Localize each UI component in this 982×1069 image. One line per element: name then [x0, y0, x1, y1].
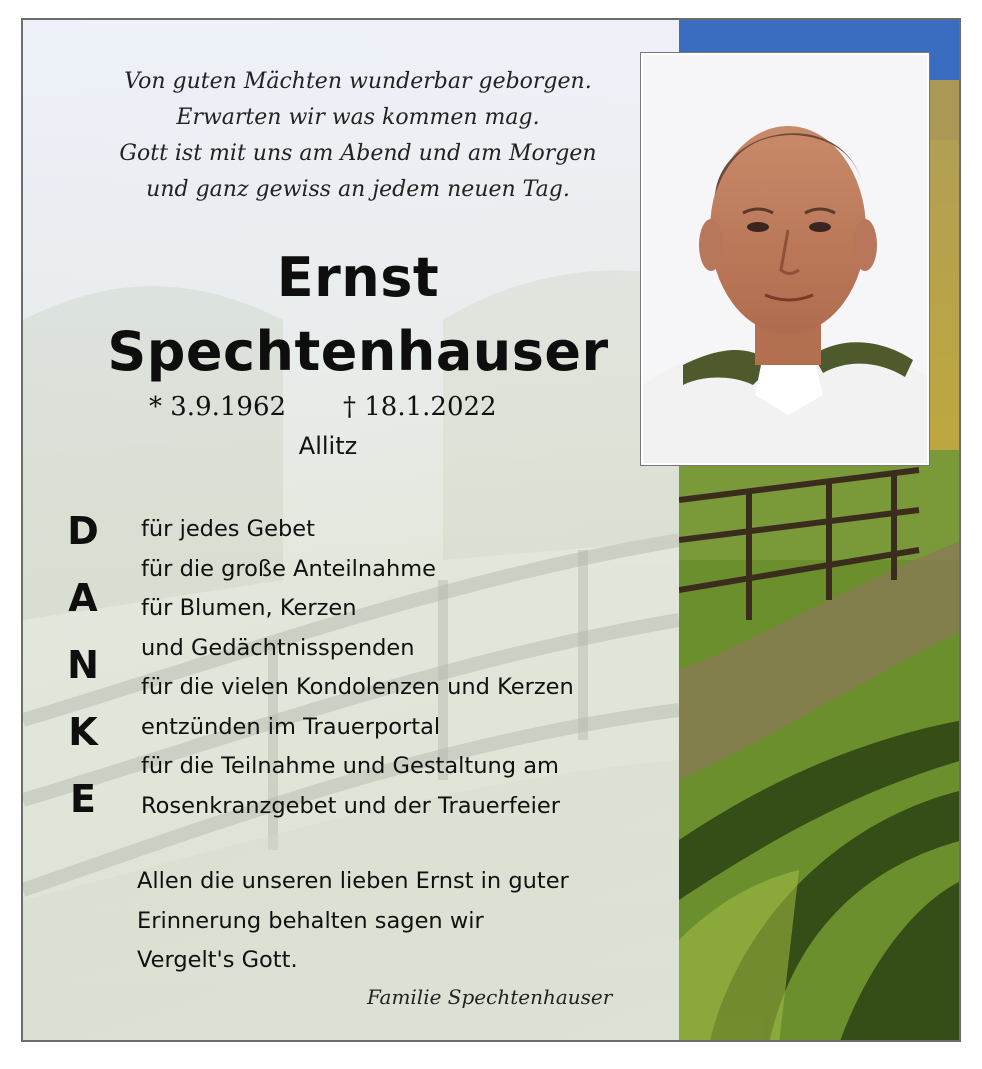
danke-letter: E — [70, 777, 96, 821]
thanks-line: entzünden im Trauerportal — [141, 713, 441, 740]
family-signature: Familie Spechtenhauser — [367, 985, 613, 1009]
closing-line: Vergelt's Gott. — [137, 947, 298, 973]
thanks-list — [141, 510, 574, 826]
poem-line: und ganz gewiss an jedem neuen Tag. — [146, 177, 570, 202]
portrait-photo — [640, 52, 930, 466]
closing-text — [137, 862, 569, 981]
thanks-line: für Blumen, Kerzen — [141, 595, 357, 621]
danke-vertical — [61, 509, 105, 847]
obituary-card — [21, 18, 961, 1042]
poem-line: Von guten Mächten wunderbar geborgen. — [124, 69, 592, 94]
danke-letter: K — [68, 710, 98, 754]
danke-letter: N — [67, 643, 99, 687]
thanks-line: für die große Anteilnahme — [141, 555, 436, 582]
closing-line: Erinnerung behalten sagen wir — [137, 907, 484, 934]
thanks-line: für die Teilnahme und Gestaltung am — [141, 753, 559, 779]
first-name: Ernst — [276, 246, 440, 309]
danke-letter: D — [67, 509, 99, 553]
danke-letter: A — [68, 576, 98, 620]
closing-line: Allen die unseren lieben Ernst in guter — [137, 868, 569, 894]
last-name: Spechtenhauser — [107, 320, 609, 383]
portrait-image — [643, 55, 927, 463]
thanks-line: und Gedächtnisspenden — [141, 634, 415, 661]
thanks-line: für die vielen Kondolenzen und Kerzen — [141, 674, 574, 700]
hometown: Allitz — [298, 432, 358, 460]
birth-date: * 3.9.1962 — [149, 392, 287, 422]
poem — [63, 64, 653, 208]
thanks-line: für jedes Gebet — [141, 516, 315, 542]
thanks-line: Rosenkranzgebet und der Trauerfeier — [141, 792, 560, 819]
death-date: † 18.1.2022 — [343, 392, 497, 422]
poem-line: Gott ist mit uns am Abend und am Morgen — [119, 141, 597, 166]
poem-line: Erwarten wir was kommen mag. — [176, 105, 540, 130]
